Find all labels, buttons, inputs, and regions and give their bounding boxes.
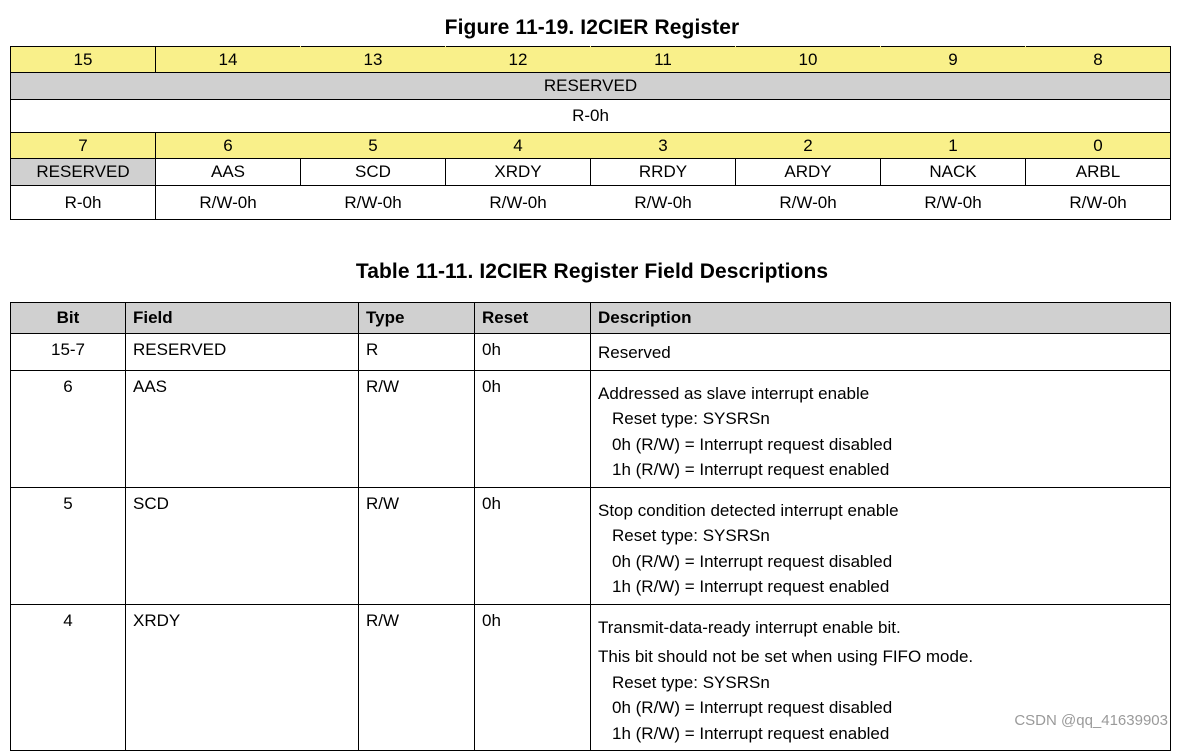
cell-field: SCD — [126, 487, 359, 604]
description-line: Reset type: SYSRSn — [612, 526, 770, 545]
field-name: AAS — [156, 159, 301, 186]
cell-reset: 0h — [475, 604, 591, 751]
field-descriptions-table — [10, 302, 1171, 751]
header-bit: Bit — [11, 303, 126, 334]
description-line: Reset type: SYSRSn — [612, 672, 770, 692]
upper-access-row — [11, 100, 1171, 133]
bit-number: 6 — [156, 133, 301, 159]
description-line: This bit should not be set when using FIFO mode. — [598, 647, 974, 666]
description-line: 1h (R/W) = Interrupt request enabled — [612, 460, 890, 479]
cell-description — [591, 370, 1171, 487]
header-field: Field — [126, 303, 359, 334]
bit-number: 14 — [156, 47, 301, 73]
bit-number: 0 — [1026, 133, 1171, 159]
access-value: R/W-0h — [156, 186, 301, 220]
bit-number: 15 — [11, 47, 156, 73]
bit-number: 4 — [446, 133, 591, 159]
lower-bit-numbers-row — [11, 133, 1171, 159]
figure-title: Figure 11-19. I2CIER Register — [444, 16, 740, 39]
field-name: XRDY — [446, 159, 591, 186]
cell-description — [591, 334, 1171, 371]
bit-number: 2 — [736, 133, 881, 159]
field-name: RRDY — [591, 159, 736, 186]
upper-bit-numbers-row — [11, 47, 1171, 73]
bit-number: 8 — [1026, 47, 1171, 73]
field-name: SCD — [301, 159, 446, 186]
table-title: Table 11-11. I2CIER Register Field Descriptions — [355, 260, 829, 283]
bit-number: 10 — [736, 47, 881, 73]
table-row — [11, 487, 1171, 604]
cell-field: RESERVED — [126, 334, 359, 371]
access-value: R-0h — [11, 186, 156, 220]
cell-description — [591, 487, 1171, 604]
access-value: R/W-0h — [736, 186, 881, 220]
description-line: 1h (R/W) = Interrupt request enabled — [612, 723, 890, 743]
description-line: Reset type: SYSRSn — [612, 409, 770, 428]
cell-type: R/W — [359, 370, 475, 487]
table-header-row — [11, 303, 1171, 334]
access-value: R/W-0h — [301, 186, 446, 220]
cell-field: AAS — [126, 370, 359, 487]
description-line: 0h (R/W) = Interrupt request disabled — [612, 551, 893, 571]
register-diagram — [10, 46, 1171, 220]
header-type: Type — [359, 303, 475, 334]
description-line: Addressed as slave interrupt enable — [598, 383, 870, 403]
watermark: CSDN @qq_41639903 — [1014, 712, 1168, 729]
cell-reset: 0h — [475, 487, 591, 604]
cell-bit: 6 — [11, 370, 126, 487]
access-value: R/W-0h — [446, 186, 591, 220]
access-value: R-0h — [11, 100, 1171, 133]
cell-reset: 0h — [475, 334, 591, 371]
cell-field: XRDY — [126, 604, 359, 751]
cell-type: R/W — [359, 487, 475, 604]
access-value: R/W-0h — [881, 186, 1026, 220]
cell-type: R/W — [359, 604, 475, 751]
cell-bit: 4 — [11, 604, 126, 751]
bit-number: 5 — [301, 133, 446, 159]
cell-reset: 0h — [475, 370, 591, 487]
reserved-field: RESERVED — [11, 73, 1171, 100]
field-name: ARDY — [736, 159, 881, 186]
bit-number: 3 — [591, 133, 736, 159]
cell-type: R — [359, 334, 475, 371]
description-line: 0h (R/W) = Interrupt request disabled — [612, 434, 893, 454]
bit-number: 7 — [11, 133, 156, 159]
lower-access-row — [11, 186, 1171, 220]
header-reset: Reset — [475, 303, 591, 334]
table-row — [11, 334, 1171, 371]
field-name: ARBL — [1026, 159, 1171, 186]
header-description: Description — [591, 303, 1171, 334]
bit-number: 13 — [301, 47, 446, 73]
access-value: R/W-0h — [1026, 186, 1171, 220]
bit-number: 12 — [446, 47, 591, 73]
bit-number: 9 — [881, 47, 1026, 73]
cell-bit: 5 — [11, 487, 126, 604]
description-line: 0h (R/W) = Interrupt request disabled — [612, 698, 893, 717]
cell-bit: 15-7 — [11, 334, 126, 371]
table-row — [11, 370, 1171, 487]
bit-number: 1 — [881, 133, 1026, 159]
field-name: NACK — [881, 159, 1026, 186]
bit-number: 11 — [591, 47, 736, 73]
description-line: Reserved — [598, 343, 671, 362]
description-line: 1h (R/W) = Interrupt request enabled — [612, 577, 890, 596]
field-name: RESERVED — [11, 159, 156, 186]
access-value: R/W-0h — [591, 186, 736, 220]
description-line: Transmit-data-ready interrupt enable bit. — [598, 617, 901, 637]
lower-field-row — [11, 159, 1171, 186]
description-line: Stop condition detected interrupt enable — [598, 500, 899, 520]
upper-field-row — [11, 73, 1171, 100]
table-row — [11, 604, 1171, 751]
